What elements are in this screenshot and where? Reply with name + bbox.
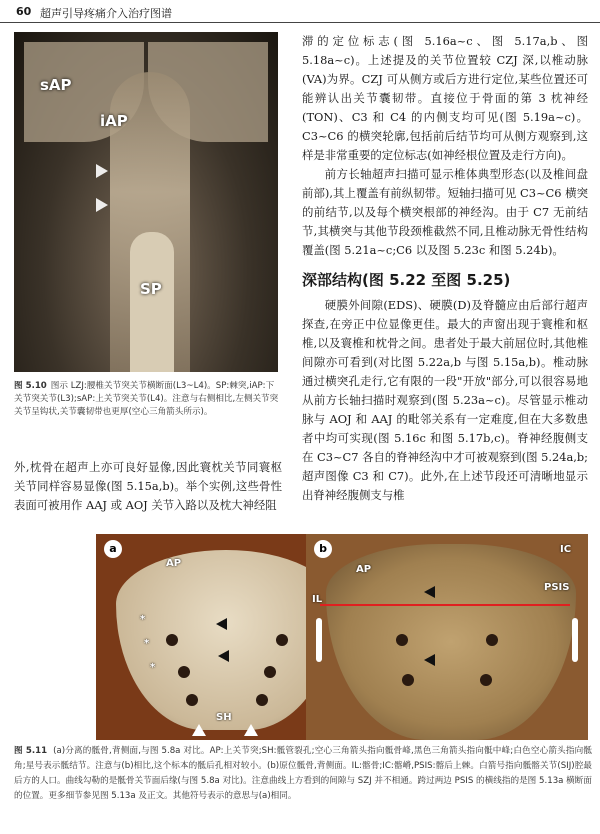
caption-number: 图 5.11 xyxy=(14,746,48,756)
label-ap: AP xyxy=(166,558,182,569)
black-arrowhead-icon xyxy=(218,650,229,662)
running-title: 超声引导疼痛介入治疗图谱 xyxy=(40,7,172,20)
figure-5-11-caption xyxy=(14,744,592,804)
paragraph: 硬膜外间隙(EDS)、硬膜(D)及脊髓应由后部行超声探查,在旁正中位显像更佳。最大的声窗出现于寰椎和枢椎,以及寰椎和枕骨之间。患者处于最大前屈位时,其他椎间隙亦可看到(对比图 5.22a,b 与图 5.15a,b)。椎动脉通过横突孔走行,它有限的一段"开放"部分,可以很容易地从前方长轴扫描时观察到(图 5.23a~c)。尽管显示椎动脉与 AOJ 和 AAJ 的毗邻关系有一定难度,但在大多数患者中均可实现(图 5.16c 和图 5.17b,c)。脊神经腹侧支在 C3~C7 各自的脊神经沟中才可被观察到(图 5.24a,b;超声图像 C3 和 C7)。此外,在上述节段还可清晰地显示出脊神经腹侧支与椎 xyxy=(302,298,588,502)
black-arrowhead-icon xyxy=(424,586,435,598)
panel-tag: b xyxy=(314,540,332,558)
figure-5-10-caption xyxy=(14,380,280,419)
sacral-foramen xyxy=(264,666,276,678)
left-body-text: 外,枕骨在超声上亦可良好显像,因此寰枕关节同寰枢关节同样容易显像(图 5.15a,b)。举个实例,这些骨性表面可被用作 AAJ 或 AOJ 关节入路以及枕大神经阻 xyxy=(14,460,282,512)
white-curve-outline xyxy=(316,618,322,662)
sacral-foramen xyxy=(166,634,178,646)
white-arrow-icon xyxy=(244,724,258,736)
sacral-foramen xyxy=(480,674,492,686)
section-heading: 深部结构(图 5.22 至图 5.25) xyxy=(302,271,511,289)
figure-5-10-image xyxy=(14,32,278,372)
figure-5-11b-image xyxy=(306,534,588,740)
white-curve-outline xyxy=(572,618,578,662)
hollow-arrowhead-icon xyxy=(96,198,108,212)
sacral-foramen xyxy=(402,674,414,686)
caption-text: 图示 LZJ:腰椎关节突关节横断面(L3~L4)。SP:棘突,iAP:下关节突关节(L3);sAP:上关节突关节(L4)。注意与右侧相比,左侧关节突关节呈钩状,关节囊韧带也更厚(空心三角箭头所示)。 xyxy=(14,381,279,417)
paragraph: 前方长轴超声扫描可显示椎体典型形态(以及椎间盘前部),其上覆盖有前纵韧带。短轴扫描可见 C3~C6 横突的前结节,以及每个横突根部的神经沟。由于 C7 无前结节,其横突与其他节段颈椎截然不同,且椎动脉无骨性结构覆盖(图 5.21a~c;C6 以及图 5.23c 和图 5.24b)。 xyxy=(302,167,588,257)
white-arrow-icon xyxy=(192,724,206,736)
label-sp: SP xyxy=(140,280,162,298)
star-marker: * xyxy=(140,614,146,625)
sacral-foramen xyxy=(486,634,498,646)
label-sap: sAP xyxy=(40,76,72,94)
sacral-foramen xyxy=(256,694,268,706)
right-column xyxy=(302,32,588,505)
black-arrowhead-icon xyxy=(424,654,435,666)
panel-tag: a xyxy=(104,540,122,558)
hollow-arrowhead-icon xyxy=(96,164,108,178)
black-arrowhead-icon xyxy=(216,618,227,630)
label-psis: PSIS xyxy=(544,582,570,593)
sacral-foramen xyxy=(186,694,198,706)
star-marker: * xyxy=(150,662,156,673)
running-header xyxy=(0,0,600,23)
label-ap: AP xyxy=(356,564,372,575)
spinous-process xyxy=(130,232,174,372)
label-il: IL xyxy=(312,594,323,605)
label-iap: iAP xyxy=(100,112,128,130)
psis-transverse-line xyxy=(320,604,570,606)
label-sh: SH xyxy=(216,712,232,723)
caption-number: 图 5.10 xyxy=(14,381,47,391)
sacral-foramen xyxy=(276,634,288,646)
page-number: 60 xyxy=(16,5,32,18)
sacral-foramen xyxy=(178,666,190,678)
label-ic: IC xyxy=(560,544,572,555)
caption-text: (a)分离的骶骨,背侧面,与图 5.8a 对比。AP:上关节突;SH:骶管裂孔;空心三角箭头指向骶骨峰,黑色三角箭头指向骶中峰;白色空心箭头指向骶角;星号表示骶结节。注意与(b)相比,这个标本的骶后孔相对较小。(b)原位骶骨,背侧面。IL:髂骨;IC:髂嵴,PSIS:髂后上棘。白箭号指向骶髂关节(SIJ)腔最后方的人口。曲线勾勒的是骶骨关节面后缘(与图 5.8a 对比)。注意曲线上方看到的间隙与 SZJ 并不相通。跨过两边 PSIS 的横线指的是图 5.13a 横断面的位置。更多细节参见图 5.13a 及正文。其他符号表示的意思与(a)相同。 xyxy=(14,746,592,801)
paragraph: 滞的定位标志(图 5.16a~c、图 5.17a,b、图 5.18a~c)。上述提及的关节位置较 CZJ 深,以椎动脉(VA)为界。CZJ 可从侧方或后方进行定位,某些位置还可能辨认出关节囊韧带。直接位于骨面的第 3 枕神经(TON)、C3 和 C4 的内侧支均可见(图 5.19a~c)。C3~C6 的横突轮廓,包括前后结节均可从侧方观察到,这样是非常重要的定位标志(如神经根位置及走行方向)。 xyxy=(302,34,588,162)
star-marker: * xyxy=(144,638,150,649)
sacral-foramen xyxy=(396,634,408,646)
